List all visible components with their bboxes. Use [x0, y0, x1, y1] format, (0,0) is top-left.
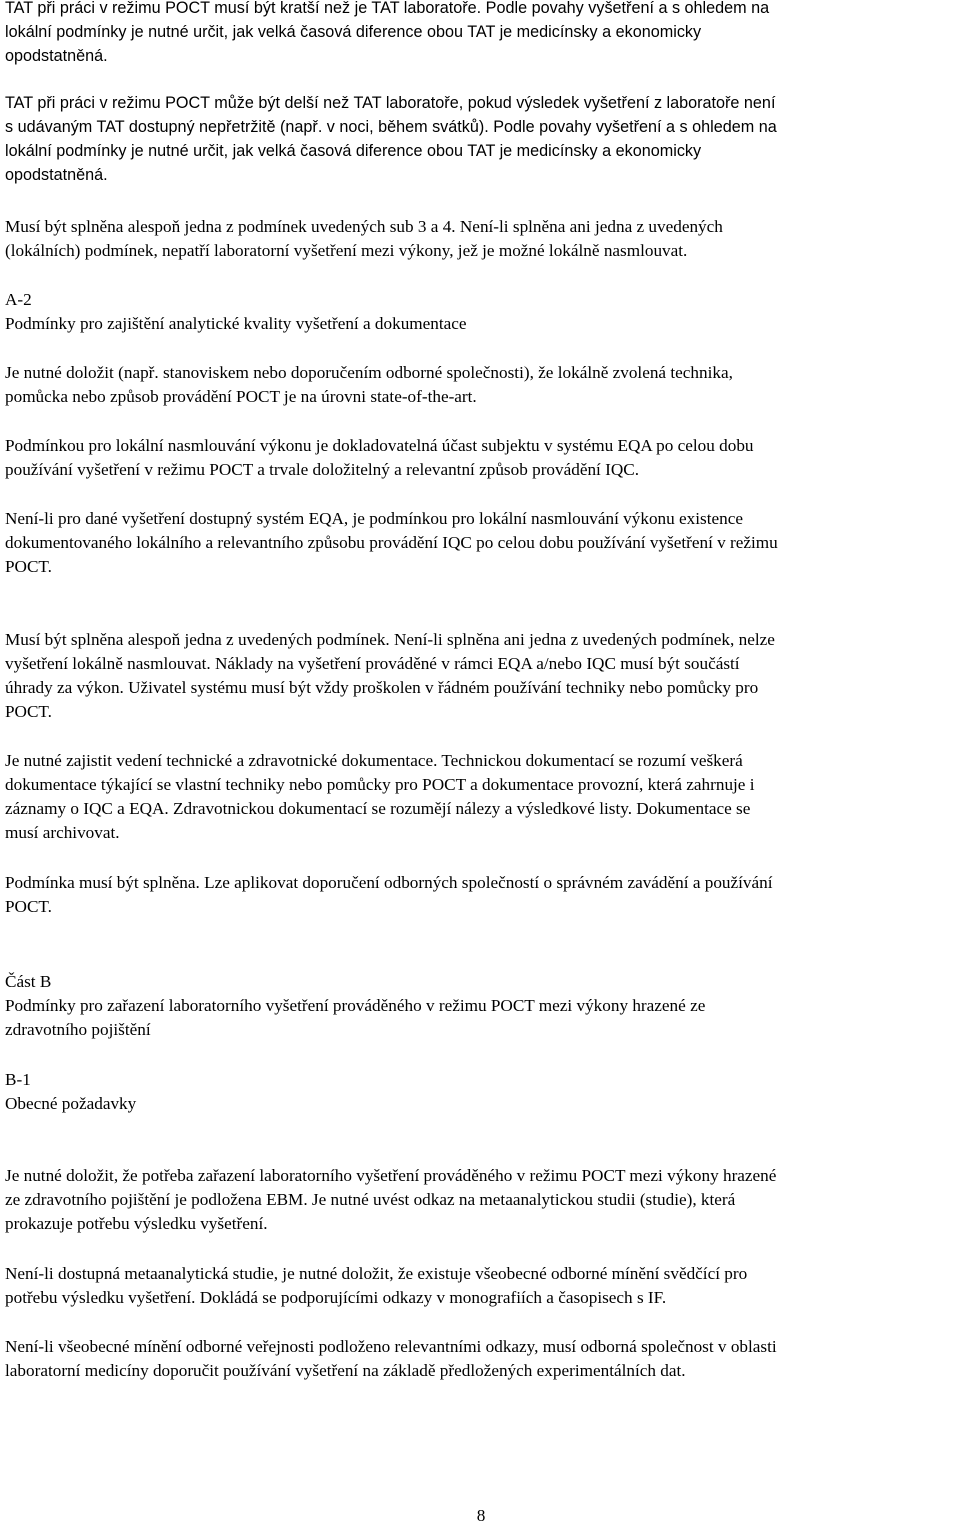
text-line: POCT.: [5, 557, 52, 576]
text-line: opodstatněná.: [5, 166, 108, 184]
text-line: pomůcka nebo způsob provádění POCT je na úrovni state-of-the-art.: [5, 387, 477, 406]
text-line: dokumentovaného lokálního a relevantního způsobu provádění IQC po celou dobu používání vyšetření v režimu: [5, 533, 778, 552]
text-line: Musí být splněna alespoň jedna z podmínek uvedených sub 3 a 4. Není-li splněna ani jedna z uvedených: [5, 217, 723, 236]
text-line: Musí být splněna alespoň jedna z uvedených podmínek. Není-li splněna ani jedna z uvedených podmínek, nelze: [5, 630, 775, 649]
text-line: používání vyšetření v režimu POCT a trvale doložitelný a relevantní způsob provádění IQC.: [5, 460, 640, 479]
section-number: Část B: [5, 972, 52, 991]
page-number: 8: [476, 1506, 486, 1525]
section-title: Podmínky pro zajištění analytické kvality vyšetření a dokumentace: [5, 314, 467, 333]
paragraph-tat-shorter: [5, 0, 957, 68]
text-line: Podmínka musí být splněna. Lze aplikovat doporučení odborných společností o správném zavádění a používání: [5, 873, 773, 892]
paragraph-recommendations: [5, 871, 957, 919]
section-heading-part-b: [5, 970, 957, 1042]
section-heading-a2: [5, 288, 957, 336]
paragraph-conditions-sub: [5, 215, 957, 263]
text-line: ze zdravotního pojištění je podložena EBM. Je nutné uvést odkaz na metaanalytickou studii (studie), která: [5, 1190, 736, 1209]
text-line: POCT.: [5, 897, 52, 916]
section-heading-b1: [5, 1068, 957, 1116]
paragraph-conditions-costs: [5, 628, 957, 724]
text-line: úhrady za výkon. Uživatel systému musí být vždy proškolen v řádném používání techniky nebo pomůcky pro: [5, 678, 759, 697]
text-line: dokumentace týkající se vlastní techniky nebo pomůcky pro POCT a dokumentace provozní, která zahrnuje i: [5, 775, 755, 794]
text-line: opodstatněná.: [5, 47, 108, 65]
text-line: záznamy o IQC a EQA. Zdravotnickou dokumentací se rozumějí nálezy a výsledkové listy. Dokumentace se: [5, 799, 751, 818]
section-number: A-2: [5, 290, 32, 309]
paragraph-ebm: [5, 1164, 957, 1236]
text-line: POCT.: [5, 702, 52, 721]
text-line: lokální podmínky je nutné určit, jak velká časová diference obou TAT je medicínsky a ekonomicky: [5, 23, 702, 41]
text-line: musí archivovat.: [5, 823, 120, 842]
text-line: Podmínkou pro lokální nasmlouvání výkonu je dokladovatelná účast subjektu v systému EQA po celou dobu: [5, 436, 754, 455]
section-number: B-1: [5, 1070, 31, 1089]
paragraph-experimental-data: [5, 1335, 957, 1383]
text-line: Je nutné doložit, že potřeba zařazení laboratorního vyšetření prováděného v režimu POCT mezi výkony hrazené: [5, 1166, 777, 1185]
section-title: zdravotního pojištění: [5, 1020, 151, 1039]
text-line: TAT při práci v režimu POCT může být delší než TAT laboratoře, pokud výsledek vyšetření z laboratoře není: [5, 94, 776, 112]
paragraph-eqa-unavailable: [5, 507, 957, 579]
text-line: Je nutné zajistit vedení technické a zdravotnické dokumentace. Technickou dokumentací se rozumí veškerá: [5, 751, 743, 770]
paragraph-state-of-the-art: [5, 361, 957, 409]
paragraph-documentation: [5, 749, 957, 845]
text-line: Není-li všeobecné mínění odborné veřejnosti podloženo relevantními odkazy, musí odborná společnost v oblasti: [5, 1337, 777, 1356]
text-line: lokální podmínky je nutné určit, jak velká časová diference obou TAT je medicínsky a ekonomicky: [5, 142, 702, 160]
text-line: Je nutné doložit (např. stanoviskem nebo doporučením odborné společnosti), že lokálně zvolená technika,: [5, 363, 733, 382]
text-line: prokazuje potřebu výsledku vyšetření.: [5, 1214, 268, 1233]
paragraph-eqa-participation: [5, 434, 957, 482]
text-line: s udávaným TAT dostupný nepřetržitě (např. v noci, během svátků). Podle povahy vyšetření a s ohledem na: [5, 118, 777, 136]
paragraph-general-opinion: [5, 1262, 957, 1310]
text-line: TAT při práci v režimu POCT musí být kratší než je TAT laboratoře. Podle povahy vyšetření a s ohledem na: [5, 0, 770, 17]
text-line: (lokálních) podmínek, nepatří laboratorní vyšetření mezi výkony, jež je možné lokálně nasmlouvat.: [5, 241, 688, 260]
text-line: Není-li pro dané vyšetření dostupný systém EQA, je podmínkou pro lokální nasmlouvání výkonu existence: [5, 509, 743, 528]
section-title: Podmínky pro zařazení laboratorního vyšetření prováděného v režimu POCT mezi výkony hrazené ze: [5, 996, 706, 1015]
text-line: laboratorní medicíny doporučit používání vyšetření na základě předložených experimentálních dat.: [5, 1361, 686, 1380]
text-line: potřebu výsledku vyšetření. Dokládá se podporujícími odkazy v monografiích a časopisech s IF.: [5, 1288, 667, 1307]
paragraph-tat-longer: [5, 91, 957, 187]
text-line: Není-li dostupná metaanalytická studie, je nutné doložit, že existuje všeobecné odborné mínění svědčící pro: [5, 1264, 748, 1283]
text-line: vyšetření lokálně nasmlouvat. Náklady na vyšetření prováděné v rámci EQA a/nebo IQC musí být součástí: [5, 654, 740, 673]
section-title: Obecné požadavky: [5, 1094, 137, 1113]
document-page: [5, 0, 957, 1525]
